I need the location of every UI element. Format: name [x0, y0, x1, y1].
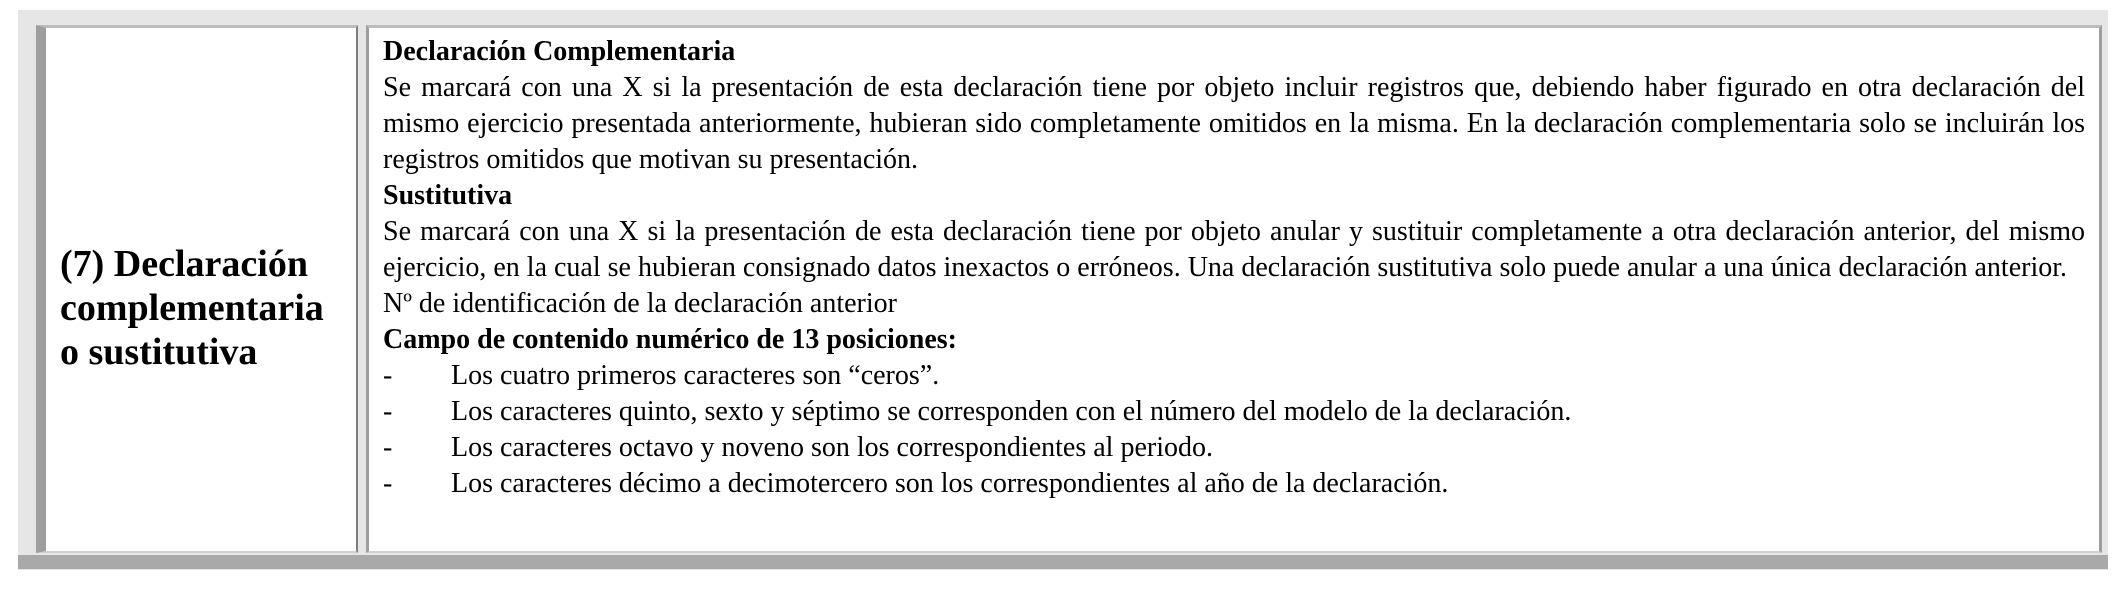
- field-description-cell: [366, 25, 2102, 553]
- bullet-dash: -: [383, 396, 393, 427]
- cell-gap: [358, 25, 366, 553]
- list-item: [383, 358, 2085, 394]
- bullet-dash: -: [383, 468, 393, 499]
- field-name-line-2: complementaria: [60, 286, 324, 329]
- field-description-table: [36, 25, 2102, 553]
- field-name: [60, 242, 324, 374]
- bullet-text: Los cuatro primeros caracteres son “ceros”.: [451, 360, 940, 391]
- field-name-line-1: (7) Declaración: [60, 242, 308, 285]
- list-item: [383, 394, 2085, 430]
- bullet-text: Los caracteres octavo y noveno son los correspondientes al periodo.: [451, 432, 1213, 463]
- complementaria-heading: Declaración Complementaria: [383, 36, 736, 67]
- field-format-heading: Campo de contenido numérico de 13 posiciones:: [383, 324, 957, 355]
- bullet-dash: -: [383, 432, 393, 463]
- list-item: [383, 430, 2085, 466]
- bullet-dash: -: [383, 360, 393, 391]
- sustitutiva-text: Se marcará con una X si la presentación de esta declaración tiene por objeto anular y sustituir completamente a otra declaración anterior, del mismo ejercicio, en la cual se hubieran consignado datos inexactos o erróneos. Una declaración sustitutiva solo puede anular a una única declaración anterior.: [383, 216, 2085, 283]
- bullet-text: Los caracteres quinto, sexto y séptimo se corresponden con el número del modelo de la declaración.: [451, 396, 1572, 427]
- field-name-cell: [36, 25, 358, 553]
- sustitutiva-heading: Sustitutiva: [383, 180, 513, 211]
- identificacion-label: Nº de identificación de la declaración anterior: [383, 288, 897, 319]
- complementaria-text: Se marcará con una X si la presentación de esta declaración tiene por objeto incluir registros que, debiendo haber figurado en otra declaración del mismo ejercicio presentada anteriormente, hubieran sido completamente omitidos en la misma. En la declaración complementaria solo se incluirán los registros omitidos que motivan su presentación.: [383, 72, 2085, 175]
- table-frame-shadow: [18, 555, 2108, 569]
- field-name-line-3: o sustitutiva: [60, 330, 258, 373]
- bullet-text: Los caracteres décimo a decimotercero son los correspondientes al año de la declaración.: [451, 468, 1449, 499]
- list-item: [383, 466, 2085, 502]
